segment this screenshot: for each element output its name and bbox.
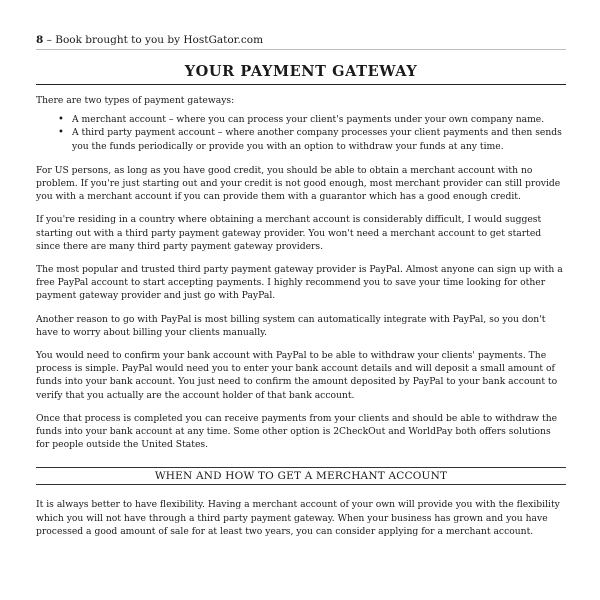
gateway-types-list [36,113,566,153]
body-content [36,94,566,538]
section-heading: WHEN AND HOW TO GET A MERCHANT ACCOUNT [36,467,566,485]
paragraph-bank-confirm: You would need to confirm your bank account with PayPal to be able to withdraw your clients' payments. The process is simple. PayPal would need you to enter your bank account details and will deposit a small amount of funds into your bank account. You just need to confirm the amount deposited by PayPal to your bank account to verify that you actually are the account holder of that bank account. [36,350,558,401]
list-item: • A merchant account – where you can process your client's payments under your own company name. [72,113,566,126]
document-page [36,34,566,548]
paragraph-paypal: The most popular and trusted third party payment gateway provider is PayPal. Almost anyone can sign up with a free PayPal account to start accepting payments. I highly recommend you to save your time looking for other payment gateway provider and just go with PayPal. [36,264,563,302]
paragraph-billing: Another reason to go with PayPal is most billing system can automatically integrate with PayPal, so you don't have to worry about billing your clients manually. [36,313,546,338]
chapter-title: YOUR PAYMENT GATEWAY [36,63,566,85]
paragraph-flexibility: It is always better to have flexibility. Having a merchant account of your own will provide you with the flexibility which you will not have through a third party payment gateway. When your business has grown and you have processed a good amount of sale for at least two years, you can consider applying for a merchant account. [36,499,560,537]
page-number: 8 [36,34,44,46]
list-item: • A third party payment account – where another company processes your client payments and then sends you the funds periodically or provide you with an option to withdraw your funds at any time. [72,126,566,152]
running-header-text: – Book brought to you by HostGator.com [43,34,264,46]
intro-paragraph: There are two types of payment gateways: [36,95,235,106]
running-header [36,34,566,50]
paragraph-third-party: If you're residing in a country where obtaining a merchant account is considerably difficult, I would suggest starting out with a third party payment gateway provider. You won't need a merchant account to get started since there are many third party payment gateway providers. [36,214,542,252]
paragraph-us-credit: For US persons, as long as you have good credit, you should be able to obtain a merchant account with no problem. If you're just starting out and your credit is not good enough, most merchant provider can still provide you with a merchant account if you can provide them with a guarantor which has a good enough credit. [36,164,561,203]
paragraph-alternatives: Once that process is completed you can receive payments from your clients and should be able to withdraw the funds into your bank account at any time. Some other option is 2CheckOut and WorldPay both offers solutions for people outside the United States. [36,412,558,451]
